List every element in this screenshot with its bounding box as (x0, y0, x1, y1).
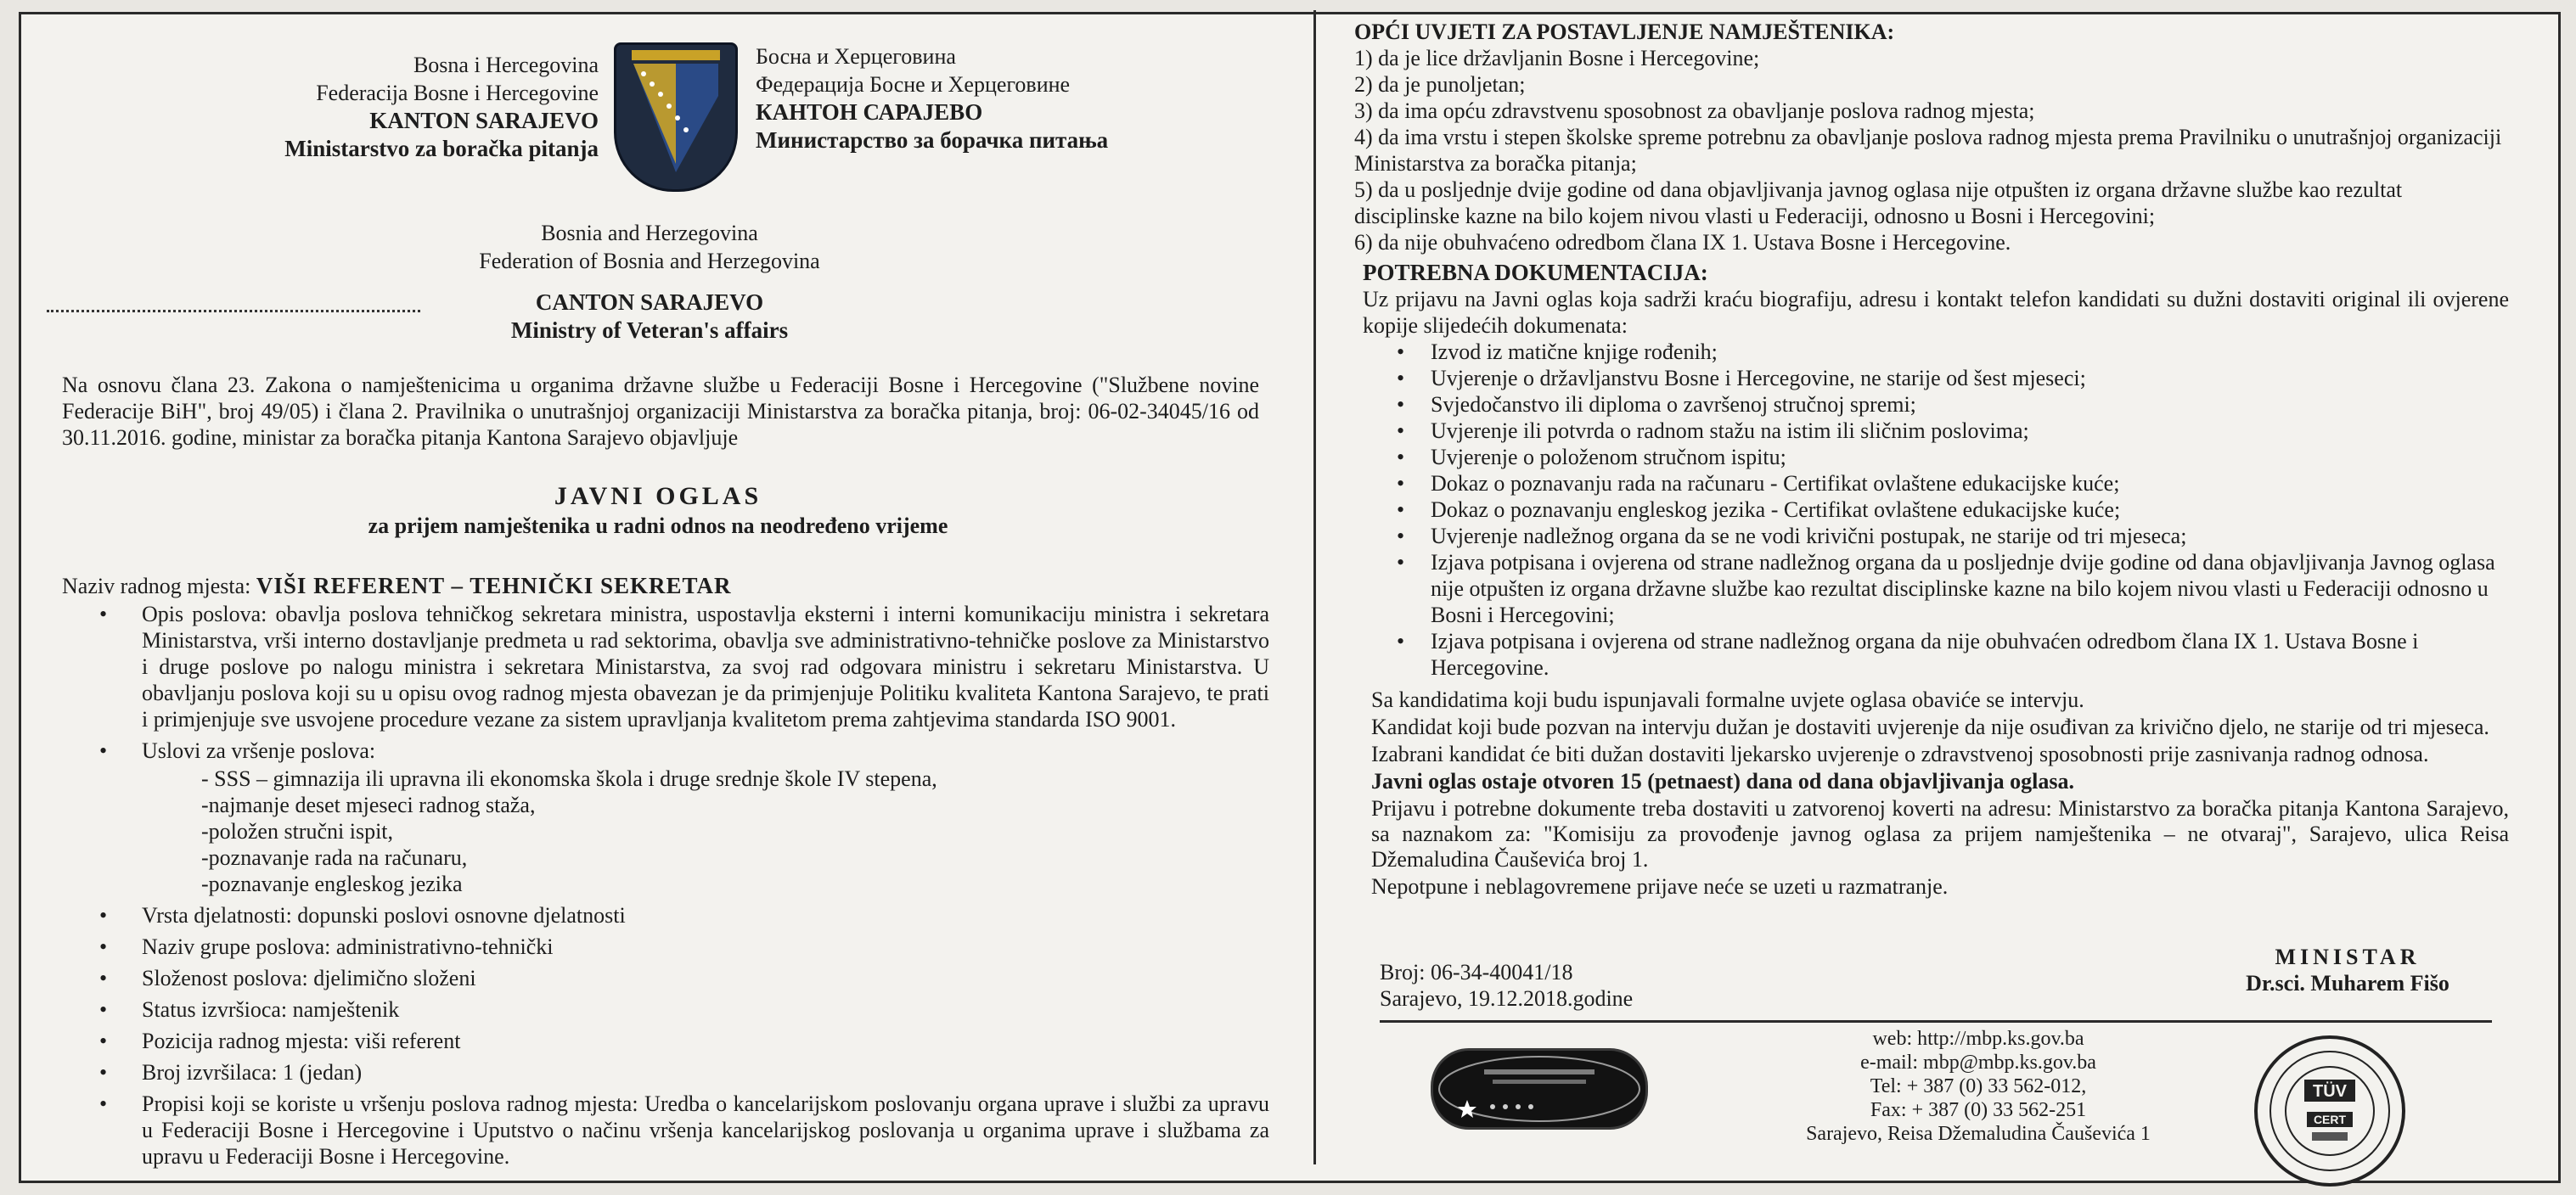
coat-of-arms-icon (614, 42, 738, 192)
ad-subtitle: za prijem namještenika u radni odnos na neodređeno vrijeme (368, 513, 948, 538)
general-conditions (1354, 19, 2509, 255)
notes-section (1371, 687, 2509, 901)
list-item: • Opis poslova: obavlja poslova tehničkog sekretara ministra, uspostavlja eksterni i interni komunikaciju ministra i sekretara Ministarstva, vrši interno dostavljanje predmeta u rad sektorima, obavlja sve administrativno-tehničke poslove za Ministarstvo i druge poslove po nalogu ministra i sekretara Ministarstva, za svoj rad odgovara ministru i sekretaru Ministarstva. U obavljanju poslova koji su u opisu ovog radnog mjesta obavezan je da primjenjuje Politiku kvaliteta Kantona Sarajevo, te prati i primjenjuje sve usvojene procedure vezane za sistem upravljanja kvalitetom prema zahtjevima standarda ISO 9001. (98, 601, 1269, 732)
condition-item: -poznavanje engleskog jezika (201, 872, 463, 896)
header-ministry-en: Ministry of Veteran's affairs (510, 317, 789, 343)
cyrillic-header (756, 42, 1231, 154)
column-divider (1313, 10, 1316, 1164)
header-ministry: Ministarstvo za boračka pitanja (284, 136, 599, 161)
footer-rule (1380, 1020, 2492, 1023)
list-item: • Izjava potpisana i ovjerena od strane nadležnog organa da nije obuhvaćen odredbom člana IX 1. Ustava Bosne i Hercegovine. (1397, 628, 2509, 681)
job-name-label: Naziv radnog mjesta: (62, 574, 251, 598)
header-country-en: Bosnia and Herzegovina (541, 221, 758, 245)
list-item: 5) da u posljednje dvije godine od dana objavljivanja javnog oglasa nije otpušten iz organa državne službe kao rezultat disciplinske kazne na bilo kojem nivou vlasti u Federaciji, odnosno u Bosni i Hercegovini; (1354, 177, 2403, 228)
header-canton-cyr: КАНТОН САРАЈЕВО (756, 99, 983, 125)
contact-web: web: http://mbp.ks.gov.ba (1872, 1028, 2084, 1050)
list-item: 3) da ima opću zdravstvenu sposobnost za obavljanje poslova radnog mjesta; (1354, 98, 2035, 123)
list-item: • Složenost poslova: djelimično složeni (98, 965, 1269, 991)
documentation-heading: POTREBNA DOKUMENTACIJA: (1363, 260, 1708, 285)
signature-block (2203, 944, 2492, 996)
list-item: • Svjedočanstvo ili diploma o završenoj stručnoj spremi; (1397, 391, 2509, 418)
condition-item: -najmanje deset mjeseci radnog staža, (201, 793, 536, 817)
conditions-label: Uslovi za vršenje poslova: (142, 738, 376, 763)
right-column (1354, 17, 2509, 1171)
documentation-intro: Uz prijavu na Javni oglas koja sadrži kraću biografiju, adresu i kontakt telefon kandidati su dužni dostaviti original ili ovjerene kopije slijedećih dokumenata: (1363, 287, 2509, 338)
quality-badge-icon (1431, 1048, 1648, 1130)
header-canton-en: CANTON SARAJEVO (535, 289, 764, 315)
reference-block (1380, 959, 1633, 1012)
condition-item: -poznavanje rada na računaru, (201, 845, 468, 870)
note-submission: Prijavu i potrebne dokumente treba dostaviti u zatvorenoj koverti na adresu: Ministarstvo za boračka pitanja Kantona Sarajevo, sa naznakom za: "Komisiju za provođenje javnog oglasa za prijem namještenika – ne otvaraj", Sarajevo, ulica Reisa Džemaludina Čauševića broj 1. (1371, 796, 2509, 872)
reference-date: Sarajevo, 19.12.2018.godine (1380, 986, 1634, 1011)
condition-item: - SSS – gimnazija ili upravna ili ekonomska škola i druge srednje škole IV stepena, (201, 766, 937, 791)
list-item: • Naziv grupe poslova: administrativno-tehnički (98, 934, 1269, 960)
tuv-brand: TÜV (2313, 1082, 2347, 1101)
english-header-bold (352, 289, 947, 345)
list-item: 6) da nije obuhvaćeno odredbom člana IX 1. Ustava Bosne i Hercegovine. (1354, 230, 2011, 255)
latin-header (200, 51, 599, 163)
note-criminal-record: Kandidat koji bude pozvan na intervju dužan je dostaviti uvjerenje da nije osuđivan za krivično djelo, ne starije od tri mjeseca. (1371, 715, 2489, 739)
note-open-period: Javni oglas ostaje otvoren 15 (petnaest) dana od dana objavljivanja oglasa. (1371, 769, 2074, 794)
job-details-list (98, 601, 1269, 1175)
tuv-certification-seal-icon (2254, 1035, 2405, 1187)
contact-tel: Tel: + 387 (0) 33 562-012, (1870, 1075, 2087, 1097)
dotted-rule (47, 310, 420, 312)
contact-address: Sarajevo, Reisa Džemaludina Čauševića 1 (1806, 1123, 2151, 1145)
list-item: • Dokaz o poznavanju rada na računaru - Certifikat ovlaštene edukacijske kuće; (1397, 470, 2509, 497)
list-item: • Izvod iz matične knjige rođenih; (1397, 339, 2509, 365)
list-item: • Pozicija radnog mjesta: viši referent (98, 1028, 1269, 1054)
list-item: 2) da je punoljetan; (1354, 72, 1526, 97)
general-conditions-heading: OPĆI UVJETI ZA POSTAVLJENJE NAMJEŠTENIKA: (1354, 20, 1895, 44)
contact-email: e-mail: mbp@mbp.ks.gov.ba (1860, 1052, 2096, 1074)
header-country: Bosna i Hercegovina (413, 53, 599, 77)
header-canton: KANTON SARAJEVO (369, 108, 599, 133)
documentation-section (1363, 260, 2509, 681)
list-item: • Broj izvršilaca: 1 (jedan) (98, 1059, 1269, 1086)
list-item: • Vrsta djelatnosti: dopunski poslovi osnovne djelatnosti (98, 902, 1269, 929)
list-item: • Status izvršioca: namještenik (98, 996, 1269, 1023)
list-item (98, 738, 1269, 897)
list-item: • Uvjerenje nadležnog organa da se ne vodi krivični postupak, ne starije od tri mjeseca; (1397, 523, 2509, 549)
tuv-cert: CERT (2313, 1113, 2347, 1126)
documentation-list (1363, 339, 2509, 681)
condition-item: -položen stručni ispit, (201, 819, 394, 844)
ad-title: JAVNI OGLAS (554, 482, 762, 510)
job-name: VIŠI REFERENT – TEHNIČKI SEKRETAR (256, 573, 732, 598)
left-column (47, 17, 1269, 1171)
list-item: • Dokaz o poznavanju engleskog jezika - Certifikat ovlaštene edukacijske kuće; (1397, 497, 2509, 523)
header-ministry-cyr: Министарство за борачка питања (756, 127, 1109, 153)
list-item: • Izjava potpisana i ovjerena od strane nadležnog organa da u posljednje dvije godine od dana objavljivanja Javnog oglasa nije otpušten iz organa državne službe kao rezultat disciplinske kazne na bilo kojem nivou vlasti u Federaciji odnosno u Bosni i Hercegovini; (1397, 549, 2509, 628)
conditions-list (142, 766, 1269, 897)
header-country-cyr: Босна и Херцеговина (756, 44, 956, 69)
signature-role: MINISTAR (2275, 945, 2421, 969)
english-header (352, 219, 947, 275)
signature-name: Dr.sci. Muharem Fišo (2246, 971, 2449, 996)
list-item: • Uvjerenje o državljanstvu Bosne i Hercegovine, ne starije od šest mjeseci; (1397, 365, 2509, 391)
contact-fax: Fax: + 387 (0) 33 562-251 (1870, 1099, 2087, 1121)
intro-paragraph: Na osnovu člana 23. Zakona o namještenicima u organima državne službe u Federaciji Bosne i Hercegovine ("Službene novine Federacije BiH", broj 49/05) i člana 2. Pravilnika o unutrašnjoj organizaciji Ministarstva za boračka pitanja, broj: 06-02-34045/16 od 30.11.2016. godine, ministar za boračka pitanja Kantona Sarajevo objavljuje (62, 373, 1259, 450)
list-item: • Uvjerenje ili potvrda o radnom stažu na istim ili sličnim poslovima; (1397, 418, 2509, 444)
header-federation-cyr: Федерација Босне и Херцеговине (756, 72, 1071, 97)
job-name-line (62, 573, 1251, 599)
list-item: 1) da je lice državljanin Bosne i Hercegovine; (1354, 46, 1760, 70)
note-interview: Sa kandidatima koji budu ispunjavali formalne uvjete oglasa obaviće se intervju. (1371, 687, 2084, 712)
reference-number: Broj: 06-34-40041/18 (1380, 960, 1573, 985)
note-medical: Izabrani kandidat će biti dužan dostaviti ljekarsko uvjerenje o zdravstvenoj sposobnosti prije zasnivanja radnog odnosa. (1371, 742, 2429, 766)
list-item: 4) da ima vrstu i stepen školske spreme potrebnu za obavljanje poslova radnog mjesta prema Pravilniku o unutrašnjoj organizaciji Ministarstva za boračka pitanja; (1354, 125, 2502, 176)
note-incomplete: Nepotpune i neblagovremene prijave neće se uzeti u razmatranje. (1371, 874, 1949, 899)
header-federation: Federacija Bosne i Hercegovine (316, 81, 599, 105)
header-federation-en: Federation of Bosnia and Herzegovina (479, 249, 820, 273)
list-item: • Propisi koji se koriste u vršenju poslova radnog mjesta: Uredba o kancelarijskom poslovanju organa uprave i službi za upravu u Federaciji Bosne i Hercegovine i Uputstvo o načinu vršenja kancelarijskog poslovanja u organima uprave i službama za upravu u Federaciji Bosne i Hercegovine. (98, 1091, 1269, 1170)
list-item: • Uvjerenje o položenom stručnom ispitu; (1397, 444, 2509, 470)
contact-block (1779, 1027, 2178, 1146)
